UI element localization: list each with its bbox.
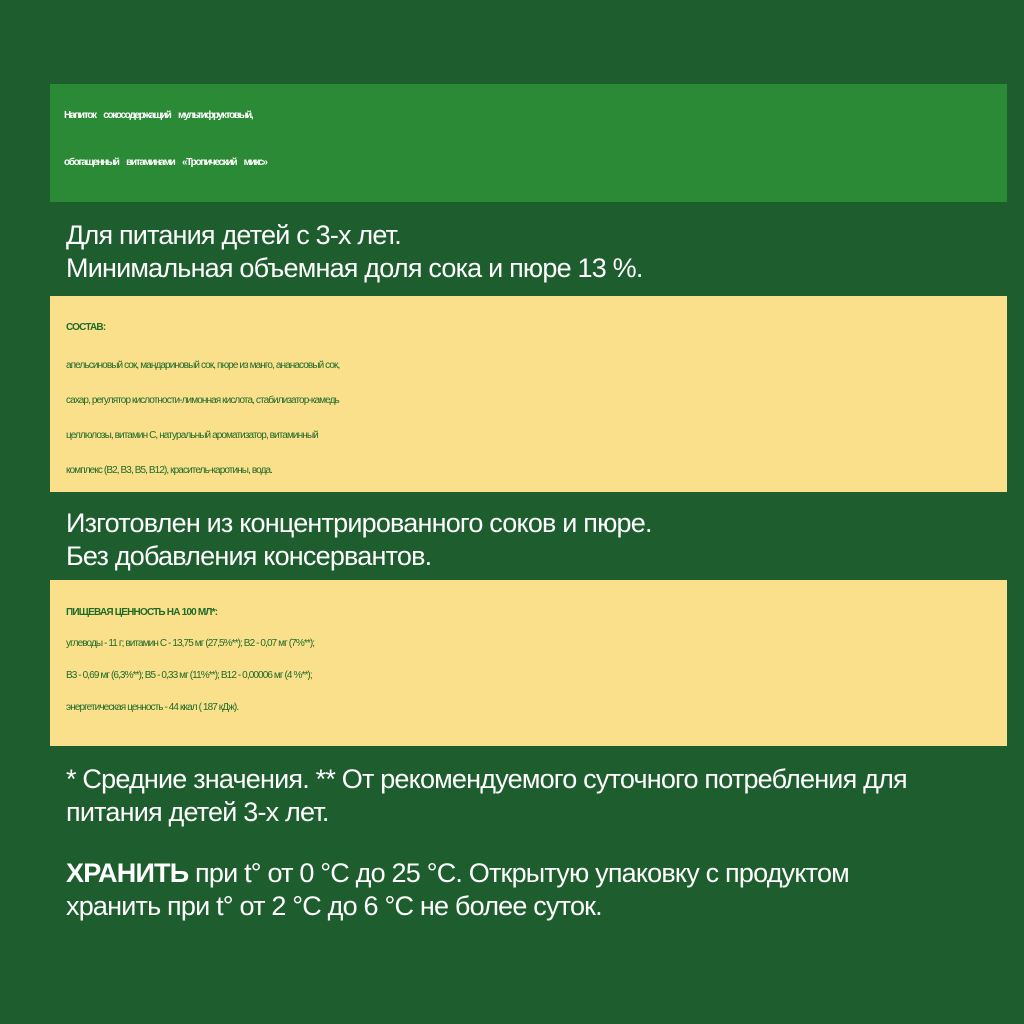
nutrition-line: В3 - 0,69 мг (6,3%**); В5 - 0,33 мг (11%**); В12 - 0,00006 мг (4 %**); xyxy=(66,670,312,681)
title-banner xyxy=(50,84,1007,202)
production-info: Изготовлен из концентрированного соков и пюре. xyxy=(66,508,652,538)
product-title-line-2: обогащенный витаминами «Тропический микс» xyxy=(64,157,267,168)
production-text xyxy=(66,507,652,573)
composition-line: целлюлозы, витамин С, натуральный ароматизатор, витаминный xyxy=(66,430,318,441)
composition-line: сахар, регулятор кислотности-лимонная кислота, стабилизатор-камедь xyxy=(66,395,339,406)
preservatives-info: Без добавления консервантов. xyxy=(66,541,432,571)
storage-line: хранить при t° от 2 °С до 6 °С не более суток. xyxy=(66,891,602,921)
composition-heading: СОСТАВ: xyxy=(66,322,106,333)
nutrition-heading: ПИЩЕВАЯ ЦЕННОСТЬ НА 100 МЛ*: xyxy=(66,607,218,618)
composition-line: комплекс (В2, В3, В5, В12), краситель-каротины, вода. xyxy=(66,465,273,476)
nutrition-box xyxy=(50,580,1007,746)
intro-text xyxy=(66,219,643,285)
footnote-line: * Средние значения. ** От рекомендуемого суточного потребления для xyxy=(66,764,907,794)
composition-line: апельсиновый сок, мандариновый сок, пюре из манго, ананасовый сок, xyxy=(66,360,340,371)
nutrition-line: энергетическая ценность - 44 ккал ( 187 кДж). xyxy=(66,702,239,713)
juice-share-info: Минимальная объемная доля сока и пюре 13 %. xyxy=(66,253,643,283)
footnote-line: питания детей 3-х лет. xyxy=(66,797,329,827)
storage-text xyxy=(66,857,849,923)
storage-line xyxy=(66,857,849,890)
product-title-line-1: Напиток сокосодержащий мультифруктовый, xyxy=(64,110,253,121)
nutrition-line: углеводы - 11 г; витамин С - 13,75 мг (27,5%**); В2 - 0,07 мг (7%**); xyxy=(66,638,315,649)
storage-conditions: при t° от 0 °С до 25 °С. Открытую упаковку с продуктом xyxy=(188,858,849,888)
composition-box xyxy=(50,296,1007,492)
age-info: Для питания детей с 3-х лет. xyxy=(66,220,401,250)
footnote-text xyxy=(66,763,907,829)
storage-label: ХРАНИТЬ xyxy=(66,858,189,888)
